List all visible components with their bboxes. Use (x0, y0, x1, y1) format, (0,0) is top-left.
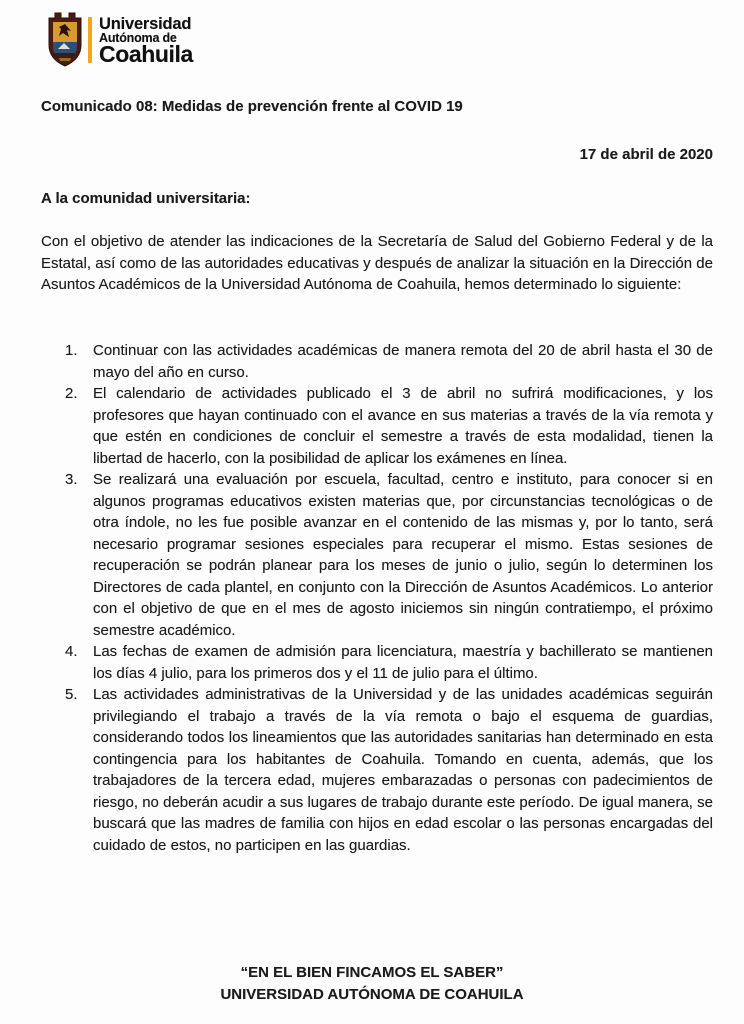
list-item-3 (65, 469, 713, 641)
item-text: Las fechas de examen de admisión para licenciatura, maestría y bachillerato se mantienen los días 4 julio, para los primeros dos y el 11 de julio para el último. (93, 643, 713, 682)
salutation: A la comunidad universitaria: (41, 190, 251, 207)
numbered-list (65, 340, 713, 856)
logo-wordmark-line1: Universidad (99, 14, 192, 33)
item-text: El calendario de actividades publicado el 3 de abril no sufrirá modificaciones, y los profesores que hayan continuado con el avance en sus materias a través de la vía remota y que estén en condiciones de concluir el semestre a través de esta modalidad, tienen la libertad de hacerlo, con la posibilidad de aplicar los exámenes en línea. (93, 385, 713, 467)
item-text: Se realizará una evaluación por escuela, facultad, centro e instituto, para conocer si en algunos programas educativos existen materias que, por circunstancias tecnológicas o de otra índole, no les fue posible avanzar en el contenido de las mismas y, por lo tanto, será necesario programar sesiones especiales para recuperar el mismo. Estas sesiones de recuperación se podrán planear para los meses de junio o julio, según lo determinen los Directores de cada plantel, en conjunto con la Dirección de Asuntos Académicos. Lo anterior con el objetivo de que en el mes de agosto iniciemos sin ningún contratiempo, el próximo semestre académico. (93, 471, 713, 639)
item-number: 3. (65, 471, 78, 488)
logo-wordmark-line3: Coahuila (99, 40, 193, 67)
list-item-5 (65, 684, 713, 856)
document-date: 17 de abril de 2020 (579, 146, 713, 163)
item-text: Las actividades administrativas de la Universidad y de las unidades académicas seguirán privilegiando el trabajo a través de la vía remota o bajo el esquema de guardias, considerando todos los lineamientos que las autoridades sanitarias han determinado en esta contingencia para los habitantes de Coahuila. Tomando en cuenta, además, que los trabajadores de la tercera edad, mujeres embarazadas o personas con padecimientos de riesgo, no deberán acudir a sus lugares de trabajo durante este período. De igual manera, se buscará que las madres de familia con hijos en edad escolar o las personas encargadas del cuidado de estos, no participen en las guardias. (93, 686, 713, 854)
list-item-2 (65, 383, 713, 469)
document-footer (0, 962, 744, 1005)
item-number: 5. (65, 686, 78, 703)
item-text: Continuar con las actividades académicas de manera remota del 20 de abril hasta el 30 de mayo del año en curso. (93, 342, 713, 381)
list-item-1 (65, 340, 713, 383)
item-number: 1. (65, 342, 78, 359)
intro-paragraph: Con el objetivo de atender las indicaciones de la Secretaría de Salud del Gobierno Federal y de la Estatal, así como de las autoridades educativas y después de analizar la situación en la Dirección de Asuntos Académicos de la Universidad Autónoma de Coahuila, hemos determinado lo siguiente: (41, 233, 713, 293)
document-title: Comunicado 08: Medidas de prevención frente al COVID 19 (41, 98, 463, 115)
list-item-4 (65, 641, 713, 684)
item-number: 2. (65, 385, 78, 402)
item-number: 4. (65, 643, 78, 660)
footer-motto: “EN EL BIEN FINCAMOS EL SABER” (240, 964, 504, 981)
footer-institution: UNIVERSIDAD AUTÓNOMA DE COAHUILA (220, 985, 524, 1003)
logo-wordmark-line2: Autónoma de (99, 30, 177, 45)
